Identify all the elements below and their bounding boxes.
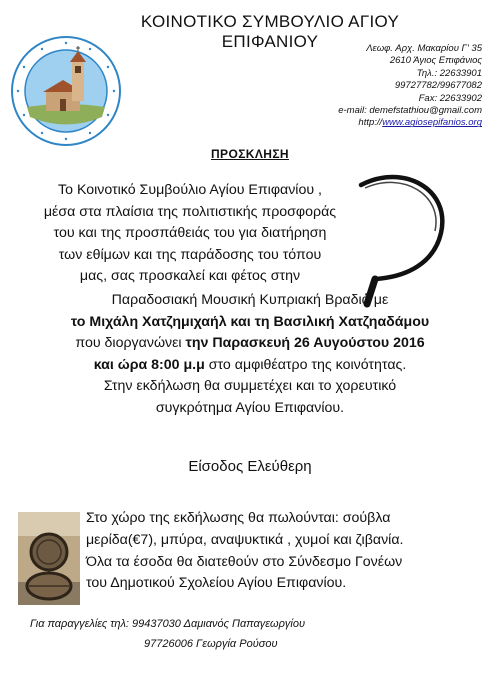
intro-line-5: μας, σας προσκαλεί και φέτος στην [79,268,301,284]
intro-line-1: Το Κοινοτικό Συμβούλιο Αγίου Επιφανίου , [58,182,322,198]
intro-paragraph [30,180,350,288]
orders-line-2: 97726006 Γεωργία Ρούσου [144,638,278,650]
sales-line-2: μερίδα(€7), μπύρα, αναψυκτικά , χυμοί και ζιβανία. [86,531,404,548]
event-date: την Παρασκευή 26 Αυγούστου 2016 [185,335,425,351]
phone: Τηλ.: 22633901 [416,67,482,79]
event-details [20,290,480,419]
intro-line-2: μέσα στα πλαίσια της πολιτιστικής προσφοράς [43,203,337,220]
artists [20,312,480,334]
event-venue: στο αμφιθέατρο της κοινότητας. [204,356,407,373]
barrels-photo [18,512,80,605]
fax: Fax: 22633902 [418,92,482,104]
date-line [20,333,480,355]
sales-paragraph [86,508,498,595]
orders-contacts [30,614,305,654]
dance-line-2: συγκρότημα Αγίου Επιφανίου. [155,399,345,416]
intro-line-4: των εθίμων και της παράδοσης του τόπου [58,246,322,263]
time-venue-line [20,355,480,377]
sales-line-3: Όλα τα έσοδα θα διατεθούν στο Σύνδεσμο Γονέων [86,553,403,570]
event-line: Παραδοσιακή Μουσική Κυπριακή Βραδιά με [111,292,389,308]
intro-line-3: του και της προσπάθειάς του για διατήρηση [53,225,327,241]
council-title: ΚΟΙΝΟΤΙΚΟ ΣΥΜΒΟΥΛΙΟ ΑΓΙΟΥ ΕΠΙΦΑΝΙΟΥ [140,12,400,51]
council-logo [10,35,122,147]
contact-block [272,43,482,130]
free-entry: Είσοδος Ελεύθερη [188,458,312,475]
sales-line-1: Στο χώρο της εκδήλωσης θα πωλούνται: σούβλα [86,510,391,526]
website [272,117,482,129]
dance-line-1: Στην εκδήλωση θα συμμετέχει και το χορευτικό [103,378,397,394]
invitation-heading-text: ΠΡΟΣΚΛΗΣΗ [210,147,289,161]
website-prefix: http:// [358,117,383,129]
event-time: και ώρα 8:00 μ.μ [93,356,205,373]
organized-prefix: που διοργανώνει [75,335,186,351]
sales-line-4: του Δημοτικού Σχολείου Αγίου Επιφανίου. [86,575,347,592]
artists-text: το Μιχάλη Χατζημιχαήλ και τη Βασιλική Χατζηαδάμου [70,313,430,330]
email[interactable]: e-mail: demefstathiou@gmail.com [338,105,482,117]
invitation-heading [0,147,500,161]
sickle-icon [345,165,465,310]
postcode-town: 2610 Άγιος Επιφάνιος [389,55,482,67]
website-link[interactable]: www.agiosepifanios.org [382,117,482,129]
address: Λεωφ. Αρχ. Μακαρίου Γ' 35 [366,43,482,54]
mobile: 99727782/99677082 [394,80,482,92]
orders-line-1: Για παραγγελίες τηλ: 99437030 Δαμιανός Παπαγεωργίου [30,618,306,630]
